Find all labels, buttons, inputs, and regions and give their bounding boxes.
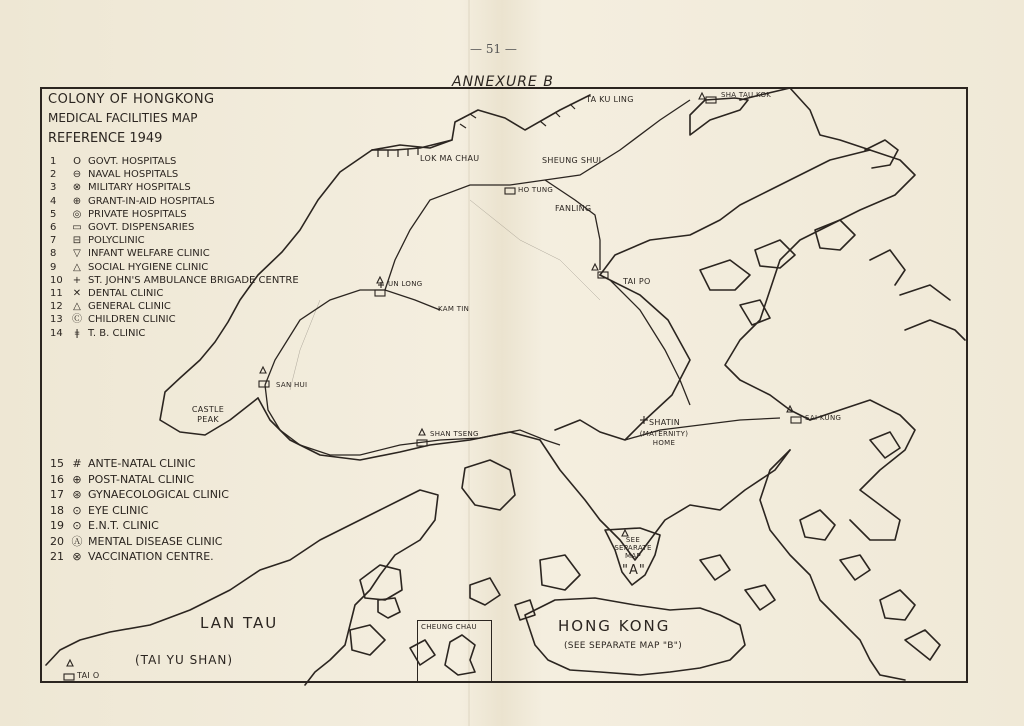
legend-number: 7 xyxy=(50,235,57,247)
legend-number: 8 xyxy=(50,248,57,260)
legend-symbol-icon: + xyxy=(72,274,82,286)
legend-entry xyxy=(50,300,299,313)
legend-number: 13 xyxy=(50,314,63,326)
label-shan-tseng: SHAN TSENG xyxy=(430,430,479,438)
legend-number: 20 xyxy=(50,534,64,548)
legend-symbol-icon: △ xyxy=(73,301,81,313)
legend-number: 4 xyxy=(50,195,57,207)
legend-number: 16 xyxy=(50,472,64,486)
legend-entry xyxy=(50,274,299,287)
label-ta-ku-ling: TA KU LING xyxy=(586,95,634,104)
label-map-a: "A" xyxy=(622,563,646,578)
legend-symbol-icon: O xyxy=(73,156,81,167)
legend-number: 10 xyxy=(50,274,63,286)
legend-number: 18 xyxy=(50,503,64,517)
legend-entry xyxy=(50,261,299,274)
legend-symbol-icon: ⊙ xyxy=(72,519,82,532)
legend-number: 19 xyxy=(50,519,64,532)
legend-symbol-icon: ⊕ xyxy=(72,195,82,207)
legend-entry xyxy=(50,221,299,234)
south-coast xyxy=(540,440,790,560)
legend-symbol-icon: ▽ xyxy=(73,248,81,260)
legend-entry xyxy=(50,195,299,208)
legend-symbol-icon: ⊛ xyxy=(72,488,82,501)
legend-number: 9 xyxy=(50,261,57,273)
island-3 xyxy=(378,598,400,618)
sai-kung-peninsula xyxy=(760,450,905,680)
legend-entry xyxy=(50,487,229,503)
label-lok-ma-chau: LOK MA CHAU xyxy=(420,154,480,163)
legend-entry xyxy=(50,287,299,300)
label-castle-peak: CASTLE PEAK xyxy=(191,405,225,424)
label-fanling: FANLING xyxy=(555,204,592,213)
map-title-line3: REFERENCE 1949 xyxy=(48,131,163,146)
map-title-line2: MEDICAL FACILITIES MAP xyxy=(48,111,198,125)
label-san-hui: SAN HUI xyxy=(276,381,308,389)
island-5 xyxy=(540,555,580,590)
legend-entry xyxy=(50,456,229,472)
legend-entry xyxy=(50,518,229,534)
tolo-harbour xyxy=(555,275,690,440)
legend-number: 2 xyxy=(50,169,57,181)
legend-label: T. B. CLINIC xyxy=(88,327,146,339)
legend-entry xyxy=(50,181,299,194)
legend-label: EYE CLINIC xyxy=(88,503,149,517)
label-tai-o: TAI O xyxy=(77,671,100,680)
legend-number: 21 xyxy=(50,550,64,563)
label-lan-tau: LAN TAU xyxy=(200,614,279,632)
legend-symbol-icon: ▭ xyxy=(72,222,82,234)
legend-number: 6 xyxy=(50,222,57,234)
legend-entry xyxy=(50,247,299,260)
legend-symbol-icon: ⊕ xyxy=(72,472,82,486)
legend-entry xyxy=(50,549,229,565)
legend-label: GENERAL CLINIC xyxy=(88,301,171,313)
legend-label: GRANT-IN-AID HOSPITALS xyxy=(88,195,215,207)
label-tai-po: TAI PO xyxy=(623,277,651,286)
legend-symbol-icon: ⊖ xyxy=(72,169,82,181)
island-7 xyxy=(470,578,500,605)
legend-label: MILITARY HOSPITALS xyxy=(88,182,191,194)
label-ho-tung: HO TUNG xyxy=(518,186,554,194)
legend-upper xyxy=(50,155,299,340)
legend-symbol-icon: # xyxy=(72,457,82,470)
east-islands xyxy=(905,320,965,340)
dispensary-ho-tung xyxy=(505,188,515,194)
legend-label: VACCINATION CENTRE. xyxy=(88,550,214,563)
dispensary-un-long xyxy=(375,290,385,296)
legend-number: 1 xyxy=(50,156,57,167)
legend-entry xyxy=(50,208,299,221)
legend-label: CHILDREN CLINIC xyxy=(88,314,176,326)
legend-label: ANTE-NATAL CLINIC xyxy=(88,457,196,470)
sha-tau-kok-peninsula xyxy=(690,98,748,135)
legend-number: 5 xyxy=(50,208,57,220)
legend-label: GOVT. HOSPITALS xyxy=(88,156,177,167)
legend-entry xyxy=(50,155,299,168)
castle-peak-bay xyxy=(258,398,540,460)
label-sheung-shui: SHEUNG SHUI xyxy=(542,156,602,165)
legend-entry xyxy=(50,472,229,488)
label-see-separate-map: SEE SEPARATE MAP xyxy=(614,536,652,560)
legend-number: 12 xyxy=(50,301,63,313)
legend-number: 3 xyxy=(50,182,57,194)
legend-label: ST. JOHN'S AMBULANCE BRIGADE CENTRE xyxy=(88,274,299,286)
legend-symbol-icon: Ⓒ xyxy=(72,314,82,326)
legend-symbol-icon: ⊗ xyxy=(72,550,82,563)
legend-entry xyxy=(50,234,299,247)
deep-bay-coast xyxy=(372,95,590,150)
label-sai-kung: SAI KUNG xyxy=(805,414,842,422)
legend-symbol-icon: ◎ xyxy=(72,208,82,220)
map-title-line1: COLONY OF HONGKONG xyxy=(48,92,215,107)
legend-entry xyxy=(50,503,229,519)
label-shatin: SHATIN xyxy=(649,418,680,427)
legend-label: POST-NATAL CLINIC xyxy=(88,472,195,486)
dispensary-sai-kung xyxy=(791,417,801,423)
legend-symbol-icon: △ xyxy=(73,261,81,273)
annexure-label: ANNEXURE B xyxy=(452,74,554,90)
cheung-chau-inset xyxy=(417,620,492,683)
legend-symbol-icon: ✕ xyxy=(72,288,82,300)
dispensary-tai-o xyxy=(64,674,74,680)
hong-kong-island xyxy=(525,598,745,675)
dispensary-san-hui xyxy=(259,381,269,387)
legend-label: NAVAL HOSPITALS xyxy=(88,169,179,181)
legend-symbol-icon: ⊙ xyxy=(72,503,82,517)
legend-label: SOCIAL HYGIENE CLINIC xyxy=(88,261,209,273)
legend-label: MENTAL DISEASE CLINIC xyxy=(88,534,223,548)
legend-label: DENTAL CLINIC xyxy=(88,288,164,300)
legend-label: GOVT. DISPENSARIES xyxy=(88,222,195,234)
island-1 xyxy=(462,460,515,510)
label-see-separate-map-b: (SEE SEPARATE MAP "B") xyxy=(564,641,683,651)
legend-symbol-icon: ǂ xyxy=(74,327,80,339)
legend-label: INFANT WELFARE CLINIC xyxy=(88,248,210,260)
legend-symbol-icon: ⊟ xyxy=(72,235,82,247)
legend-label: E.N.T. CLINIC xyxy=(88,519,159,532)
legend-number: 17 xyxy=(50,488,64,501)
label-sha-tau-kok: SHA TAU KOK xyxy=(721,91,772,99)
legend-label: PRIVATE HOSPITALS xyxy=(88,208,187,220)
legend-number: 11 xyxy=(50,288,63,300)
mirs-bay xyxy=(725,88,915,420)
legend-symbol-icon: ⊗ xyxy=(72,182,82,194)
legend-number: 15 xyxy=(50,457,64,470)
legend-symbol-icon: Ⓐ xyxy=(71,534,83,548)
label-kam-tin: KAM TIN xyxy=(438,305,470,313)
legend-lower xyxy=(50,456,229,565)
tolo-north xyxy=(600,150,870,275)
label-hong-kong: HONG KONG xyxy=(558,617,671,635)
legend-label: POLYCLINIC xyxy=(88,235,145,247)
legend-entry xyxy=(50,534,229,550)
label-tai-yu-shan: (TAI YU SHAN) xyxy=(135,653,234,667)
legend-entry xyxy=(50,327,299,340)
legend-number: 14 xyxy=(50,327,63,339)
label-un-long: UN LONG xyxy=(388,280,423,288)
island-4 xyxy=(350,625,385,655)
label-maternity-home: (MATERNITY) HOME xyxy=(639,430,689,447)
legend-entry xyxy=(50,313,299,326)
legend-label: GYNAECOLOGICAL CLINIC xyxy=(88,488,229,501)
legend-entry xyxy=(50,168,299,181)
page-number: — 51 — xyxy=(470,42,517,56)
label-cheung-chau: CHEUNG CHAU xyxy=(421,623,477,631)
